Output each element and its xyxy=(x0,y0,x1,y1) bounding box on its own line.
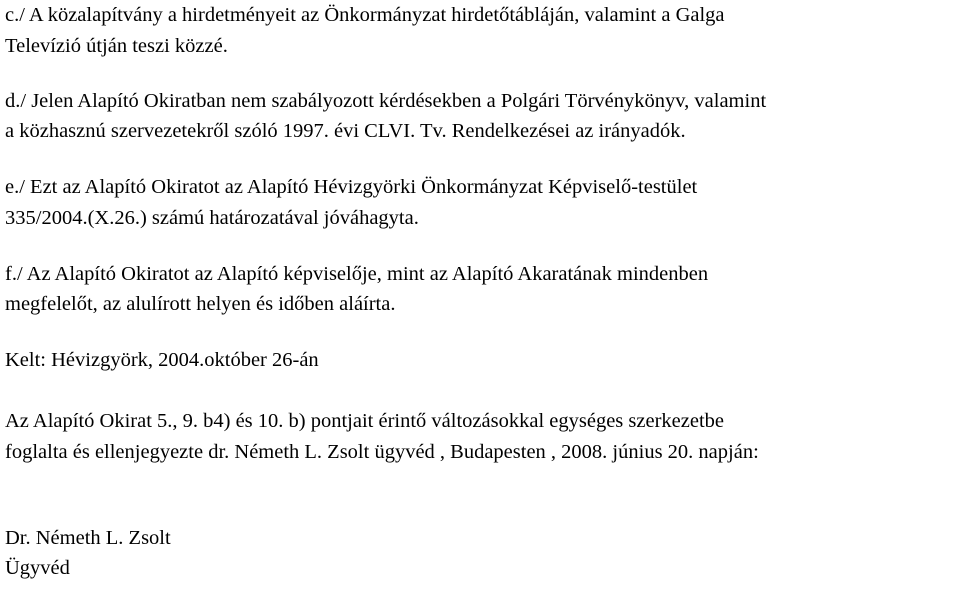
consolidation-line-2: foglalta és ellenjegyezte dr. Németh L. Zsolt ügyvéd , Budapesten , 2008. június 20. napján: xyxy=(5,441,759,463)
paragraph-f-line-2: megfelelőt, az alulírott helyen és időben aláírta. xyxy=(5,293,396,315)
consolidation-line-1: Az Alapító Okirat 5., 9. b4) és 10. b) pontjait érintő változásokkal egységes szerkezetbe xyxy=(5,410,724,432)
paragraph-e-line-2: 335/2004.(X.26.) számú határozatával jóváhagyta. xyxy=(5,207,419,229)
signatory-name: Dr. Németh L. Zsolt xyxy=(5,527,171,549)
paragraph-e-line-1: e./ Ezt az Alapító Okiratot az Alapító Hévizgyörki Önkormányzat Képviselő-testület xyxy=(5,176,698,198)
paragraph-d-line-1: d./ Jelen Alapító Okiratban nem szabályozott kérdésekben a Polgári Törvénykönyv, valamint xyxy=(5,90,767,112)
signatory-title: Ügyvéd xyxy=(5,557,70,579)
paragraph-d-line-2: a közhasznú szervezetekről szóló 1997. évi CLVI. Tv. Rendelkezései az irányadók. xyxy=(5,120,686,142)
paragraph-c-line-1: c./ A közalapítvány a hirdetményeit az Önkormányzat hirdetőtábláján, valamint a Galga xyxy=(5,4,725,26)
paragraph-f-line-1: f./ Az Alapító Okiratot az Alapító képviselője, mint az Alapító Akaratának mindenben xyxy=(5,263,709,285)
paragraph-c-line-2: Televízió útján teszi közzé. xyxy=(5,35,228,57)
kelt-line: Kelt: Hévizgyörk, 2004.október 26-án xyxy=(5,349,319,371)
